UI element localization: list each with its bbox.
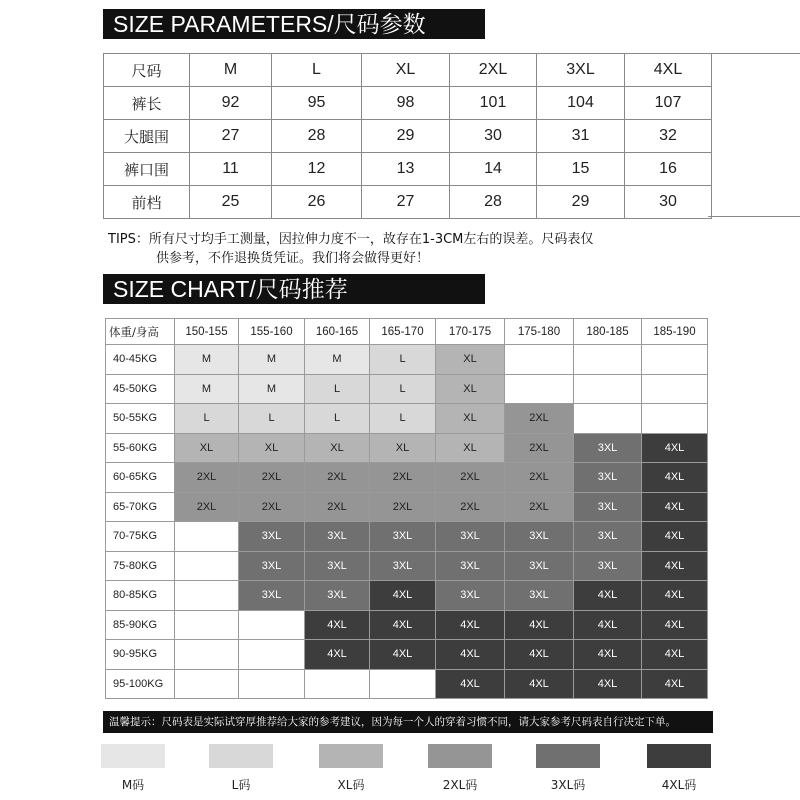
size-cell: L	[239, 404, 305, 434]
height-header-cell: 165-170	[370, 319, 436, 345]
size-cell: 2XL	[175, 463, 239, 493]
chart-row	[106, 522, 708, 552]
size-cell: 2XL	[436, 463, 505, 493]
size-cell: 3XL	[239, 551, 305, 581]
size-cell: 2XL	[436, 492, 505, 522]
param-value-cell: 32	[625, 120, 712, 153]
legend-label: 3XL码	[550, 778, 586, 792]
param-row-label: 裤口围	[104, 153, 190, 186]
size-cell: 4XL	[505, 640, 574, 670]
chart-row	[106, 374, 708, 404]
height-header-cell: 175-180	[505, 319, 574, 345]
height-header-cell: 160-165	[305, 319, 370, 345]
chart-row	[106, 640, 708, 670]
param-value-cell: 28	[450, 186, 537, 219]
size-cell: 2XL	[505, 492, 574, 522]
param-value-cell: 13	[362, 153, 450, 186]
empty-cell	[239, 669, 305, 699]
size-cell: 3XL	[239, 581, 305, 611]
chart-row	[106, 433, 708, 463]
size-cell: 2XL	[305, 463, 370, 493]
empty-cell	[642, 345, 708, 375]
size-cell: 4XL	[642, 640, 708, 670]
size-cell: XL	[436, 433, 505, 463]
chart-row	[106, 581, 708, 611]
empty-cell	[574, 374, 642, 404]
legend-swatch-4xl	[647, 744, 711, 768]
param-value-cell: 95	[272, 87, 362, 120]
legend-swatch-xl	[319, 744, 383, 768]
empty-cell	[505, 345, 574, 375]
empty-cell	[175, 610, 239, 640]
size-cell: 4XL	[436, 610, 505, 640]
legend-swatch-2xl	[428, 744, 492, 768]
param-value-cell: 104	[537, 87, 625, 120]
size-cell: 4XL	[370, 610, 436, 640]
legend-swatch-m	[101, 744, 165, 768]
legend-swatch-3xl	[536, 744, 600, 768]
param-value-cell: 11	[190, 153, 272, 186]
legend-label: 4XL码	[661, 778, 697, 792]
size-cell: 3XL	[574, 492, 642, 522]
size-cell: 3XL	[436, 522, 505, 552]
param-size-header: XL	[362, 54, 450, 87]
param-row	[104, 120, 712, 153]
size-cell: L	[370, 345, 436, 375]
table-extension-line	[708, 53, 800, 54]
weight-header-cell: 60-65KG	[106, 463, 175, 493]
size-cell: 4XL	[642, 492, 708, 522]
size-cell: 4XL	[574, 581, 642, 611]
table-extension-line	[708, 216, 800, 217]
size-cell: 3XL	[574, 551, 642, 581]
size-cell: XL	[175, 433, 239, 463]
weight-header-cell: 85-90KG	[106, 610, 175, 640]
size-cell: 4XL	[642, 581, 708, 611]
legend-label: XL码	[337, 778, 365, 792]
param-value-cell: 107	[625, 87, 712, 120]
param-corner-cell: 尺码	[104, 54, 190, 87]
size-cell: XL	[239, 433, 305, 463]
height-header-cell: 185-190	[642, 319, 708, 345]
param-value-cell: 14	[450, 153, 537, 186]
height-header-cell: 170-175	[436, 319, 505, 345]
size-cell: 3XL	[436, 581, 505, 611]
tips-text	[108, 230, 768, 268]
size-cell: L	[370, 374, 436, 404]
param-size-header: M	[190, 54, 272, 87]
empty-cell	[642, 374, 708, 404]
size-cell: 3XL	[574, 463, 642, 493]
chart-row	[106, 669, 708, 699]
size-cell: 4XL	[642, 669, 708, 699]
size-cell: XL	[436, 404, 505, 434]
weight-header-cell: 45-50KG	[106, 374, 175, 404]
param-row-label: 大腿围	[104, 120, 190, 153]
param-size-header: L	[272, 54, 362, 87]
size-parameters-title: SIZE PARAMETERS/尺码参数	[103, 9, 485, 39]
size-cell: 4XL	[642, 522, 708, 552]
size-cell: XL	[436, 345, 505, 375]
param-value-cell: 12	[272, 153, 362, 186]
size-cell: 3XL	[505, 551, 574, 581]
size-cell: 3XL	[305, 581, 370, 611]
size-cell: 2XL	[175, 492, 239, 522]
size-cell: 4XL	[305, 610, 370, 640]
chart-corner-cell: 体重/身高	[106, 319, 175, 345]
size-cell: 2XL	[505, 404, 574, 434]
legend-swatch-l	[209, 744, 273, 768]
size-cell: M	[305, 345, 370, 375]
size-cell: 2XL	[505, 463, 574, 493]
size-cell: 4XL	[370, 581, 436, 611]
param-value-cell: 29	[537, 186, 625, 219]
empty-cell	[175, 522, 239, 552]
chart-header-row	[106, 319, 708, 345]
weight-header-cell: 95-100KG	[106, 669, 175, 699]
size-cell: 3XL	[436, 551, 505, 581]
size-cell: 3XL	[574, 433, 642, 463]
chart-row	[106, 463, 708, 493]
size-cell: 2XL	[370, 463, 436, 493]
weight-header-cell: 65-70KG	[106, 492, 175, 522]
size-cell: 4XL	[305, 640, 370, 670]
param-value-cell: 15	[537, 153, 625, 186]
param-value-cell: 30	[625, 186, 712, 219]
size-cell: L	[175, 404, 239, 434]
legend-label: L码	[231, 778, 251, 792]
weight-header-cell: 80-85KG	[106, 581, 175, 611]
param-size-header: 4XL	[625, 54, 712, 87]
size-cell: 3XL	[370, 551, 436, 581]
size-cell: 4XL	[642, 433, 708, 463]
chart-row	[106, 551, 708, 581]
empty-cell	[175, 669, 239, 699]
size-cell: 3XL	[574, 522, 642, 552]
size-cell: 3XL	[305, 522, 370, 552]
size-cell: 2XL	[239, 492, 305, 522]
param-value-cell: 16	[625, 153, 712, 186]
empty-cell	[175, 551, 239, 581]
empty-cell	[305, 669, 370, 699]
size-cell: 4XL	[574, 640, 642, 670]
weight-header-cell: 50-55KG	[106, 404, 175, 434]
empty-cell	[175, 581, 239, 611]
size-cell: 4XL	[574, 669, 642, 699]
param-value-cell: 101	[450, 87, 537, 120]
param-row-label: 前档	[104, 186, 190, 219]
size-cell: M	[175, 374, 239, 404]
param-value-cell: 25	[190, 186, 272, 219]
empty-cell	[574, 404, 642, 434]
size-chart-title: SIZE CHART/尺码推荐	[103, 274, 485, 304]
weight-header-cell: 75-80KG	[106, 551, 175, 581]
size-cell: XL	[305, 433, 370, 463]
size-cell: 4XL	[505, 610, 574, 640]
param-value-cell: 26	[272, 186, 362, 219]
legend-label: 2XL码	[442, 778, 478, 792]
param-header-row	[104, 54, 712, 87]
size-cell: 4XL	[574, 610, 642, 640]
param-row	[104, 186, 712, 219]
height-header-cell: 180-185	[574, 319, 642, 345]
height-header-cell: 150-155	[175, 319, 239, 345]
legend-label: M码	[121, 778, 145, 792]
empty-cell	[574, 345, 642, 375]
param-value-cell: 27	[190, 120, 272, 153]
height-header-cell: 155-160	[239, 319, 305, 345]
size-cell: M	[239, 345, 305, 375]
size-cell: 4XL	[370, 640, 436, 670]
param-size-header: 2XL	[450, 54, 537, 87]
size-parameters-table	[103, 53, 712, 219]
size-cell: 4XL	[436, 640, 505, 670]
empty-cell	[642, 404, 708, 434]
size-cell: M	[239, 374, 305, 404]
param-size-header: 3XL	[537, 54, 625, 87]
param-value-cell: 27	[362, 186, 450, 219]
chart-row	[106, 610, 708, 640]
chart-row	[106, 345, 708, 375]
size-chart-table	[105, 318, 708, 699]
param-value-cell: 28	[272, 120, 362, 153]
size-cell: L	[370, 404, 436, 434]
empty-cell	[175, 640, 239, 670]
weight-header-cell: 90-95KG	[106, 640, 175, 670]
param-value-cell: 29	[362, 120, 450, 153]
param-value-cell: 92	[190, 87, 272, 120]
size-cell: 4XL	[642, 610, 708, 640]
size-cell: 4XL	[505, 669, 574, 699]
size-cell: L	[305, 404, 370, 434]
weight-header-cell: 55-60KG	[106, 433, 175, 463]
empty-cell	[370, 669, 436, 699]
chart-row	[106, 404, 708, 434]
size-cell: XL	[436, 374, 505, 404]
weight-header-cell: 70-75KG	[106, 522, 175, 552]
size-cell: 4XL	[436, 669, 505, 699]
size-cell: L	[305, 374, 370, 404]
chart-row	[106, 492, 708, 522]
size-cell: 3XL	[305, 551, 370, 581]
size-cell: 2XL	[370, 492, 436, 522]
size-cell: M	[175, 345, 239, 375]
param-row-label: 裤长	[104, 87, 190, 120]
param-value-cell: 31	[537, 120, 625, 153]
size-cell: 3XL	[370, 522, 436, 552]
param-row	[104, 87, 712, 120]
size-cell: 3XL	[239, 522, 305, 552]
size-cell: 3XL	[505, 522, 574, 552]
notice-bar: 温馨提示：尺码表是实际试穿厚推荐给大家的参考建议，因为每一个人的穿着习惯不同，请大家参考尺码表自行决定下单。	[103, 711, 713, 733]
empty-cell	[239, 640, 305, 670]
tips-line-2: 供参考，不作退换货凭证。我们将会做得更好！	[156, 251, 430, 266]
param-value-cell: 98	[362, 87, 450, 120]
param-row	[104, 153, 712, 186]
size-cell: 2XL	[505, 433, 574, 463]
empty-cell	[239, 610, 305, 640]
size-cell: 2XL	[305, 492, 370, 522]
size-cell: 3XL	[505, 581, 574, 611]
size-cell: 2XL	[239, 463, 305, 493]
param-value-cell: 30	[450, 120, 537, 153]
size-cell: 4XL	[642, 551, 708, 581]
size-cell: 4XL	[642, 463, 708, 493]
size-cell: XL	[370, 433, 436, 463]
empty-cell	[505, 374, 574, 404]
tips-line-1: TIPS：所有尺寸均手工测量，因拉伸力度不一，故存在1-3CM左右的误差。尺码表仅	[108, 232, 594, 247]
weight-header-cell: 40-45KG	[106, 345, 175, 375]
